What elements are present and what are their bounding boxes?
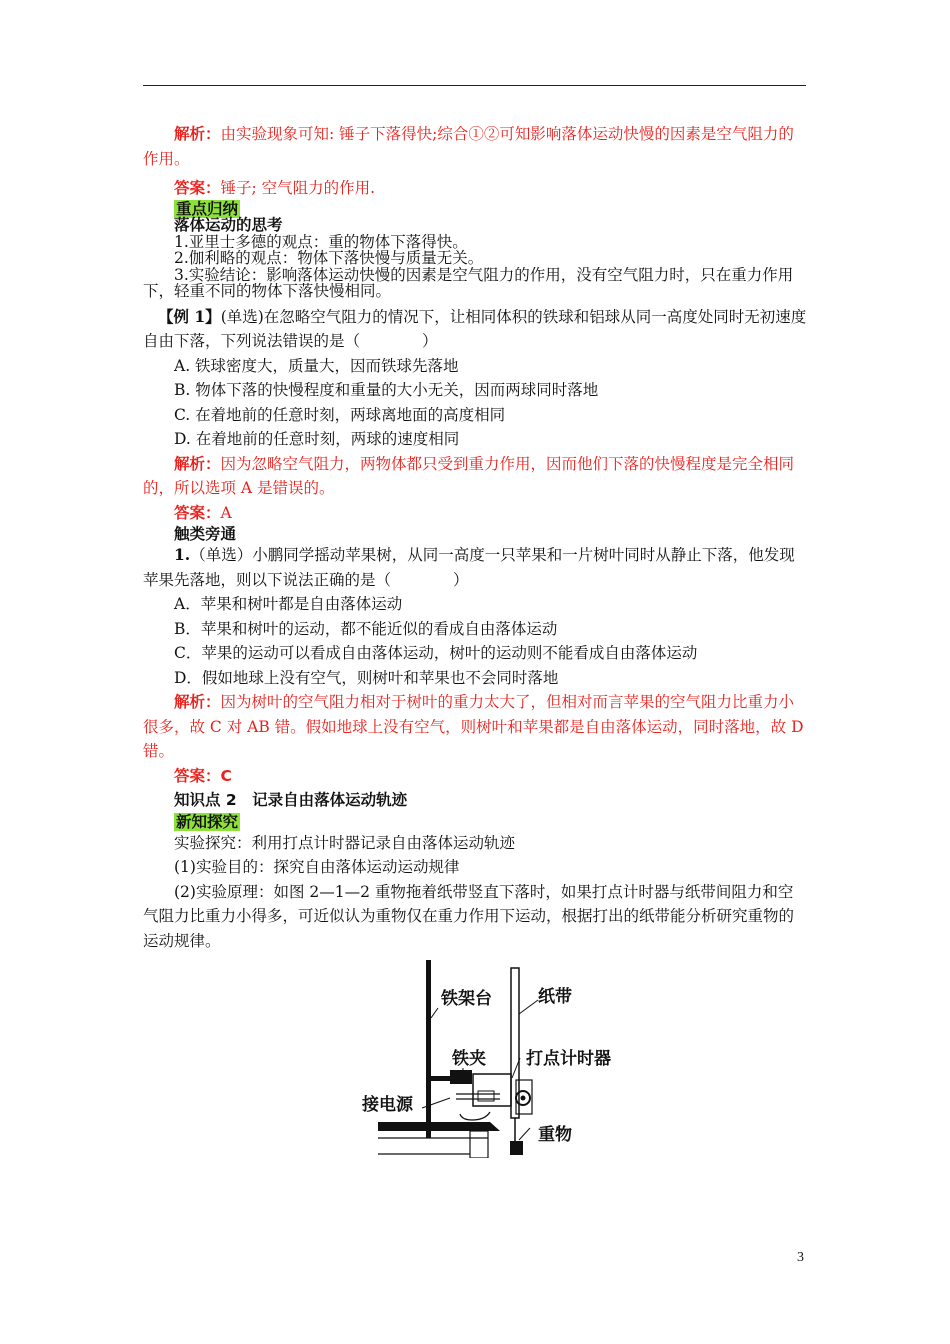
example-1-option-c: C. 在着地前的任意时刻，两球离地面的高度相同 [174, 405, 506, 424]
stand-pole [426, 960, 431, 1138]
example-1-analysis [143, 452, 807, 501]
analysis-1-label: 解析： [174, 125, 221, 143]
example-1-stem-text: (单选)在忽略空气阻力的情况下，让相同体积的铁球和铝球从同一高度处同时无初速度自由下落，下列说法错误的是（ ） [143, 307, 807, 350]
practice-answer [143, 764, 807, 789]
knowledge-2-principle: (2)实验原理：如图 2—1—2 重物拖着纸带竖直下落时，如果打点计时器与纸带间阻力和空气阻力比重力小得多，可近似认为重物仅在重力作用下运动，根据打出的纸带能分析研究重物的运动规律。 [143, 882, 795, 950]
practice-answer-label: 答案： [174, 766, 221, 785]
label-stand: 铁架台 [441, 989, 492, 1009]
weight-block [510, 1141, 523, 1155]
example-1-label: 【例 1】 [158, 306, 221, 326]
analysis-1-text: 由实验现象可知: 锤子下落得快;综合①②可知影响落体运动快慢的因素是空气阻力的作用。 [143, 125, 794, 168]
example-1-answer-text: A [220, 503, 232, 522]
label-power: 接电源 [362, 1095, 413, 1115]
summary-item-2: 2.伽利略的观点：物体下落快慢与质量无关。 [174, 249, 484, 267]
example-1-answer-label: 答案： [174, 503, 221, 522]
summary-heading: 重点归纳 [176, 199, 239, 218]
example-1-option-d: D. 在着地前的任意时刻，两球的速度相同 [174, 430, 460, 448]
practice-stem-text: （单选）小鹏同学摇动苹果树，从同一高度一只苹果和一片树叶同时从静止下落，他发现苹果先落地，则以下说法正确的是（ ） [143, 546, 795, 589]
label-timer: 打点计时器 [526, 1049, 611, 1069]
example-1-analysis-label: 解析： [174, 454, 221, 473]
example-1-option-a: A. 铁球密度大，质量大，因而铁球先落地 [174, 356, 459, 375]
knowledge-2-heading: 新知探究 [176, 812, 239, 831]
knowledge-2-intro: 实验探究：利用打点计时器记录自由落体运动轨迹 [174, 833, 516, 852]
practice-option-a: A．苹果和树叶都是自由落体运动 [174, 595, 403, 613]
label-weight: 重物 [538, 1125, 572, 1145]
page-content [143, 122, 807, 953]
answer-1-text: 锤子; 空气阻力的作用. [220, 179, 376, 197]
knowledge-2-purpose: (1)实验目的：探究自由落体运动运动规律 [174, 858, 460, 876]
answer-1 [143, 176, 807, 201]
example-1-stem [143, 305, 807, 354]
label-tape: 纸带 [538, 987, 572, 1007]
header-rule [143, 85, 806, 86]
summary-item-3: 3.实验结论：影响落体运动快慢的因素是空气阻力的作用，没有空气阻力时，只在重力作用下，轻重不同的物体下落快慢相同。 [143, 265, 794, 300]
paper-tape [511, 968, 519, 1118]
stand-base [378, 1122, 500, 1131]
summary-title: 落体运动的思考 [174, 216, 283, 234]
knowledge-2-title: 知识点 2 记录自由落体运动轨迹 [174, 791, 408, 809]
page-number: 3 [797, 1250, 804, 1265]
practice-stem [143, 543, 807, 592]
summary-item-1: 1.亚里士多德的观点：重的物体下落得快。 [174, 232, 468, 251]
practice-option-c: C．苹果的运动可以看成自由落体运动，树叶的运动则不能看成自由落体运动 [174, 644, 698, 662]
practice-number: 1. [174, 545, 191, 564]
practice-analysis [143, 690, 807, 764]
example-1-answer [143, 501, 807, 526]
practice-heading: 触类旁通 [174, 525, 237, 543]
analysis-1 [143, 122, 807, 171]
practice-option-d: D．假如地球上没有空气，则树叶和苹果也不会同时落地 [174, 668, 559, 687]
practice-option-b: B．苹果和树叶的运动，都不能近似的看成自由落体运动 [174, 619, 558, 638]
experiment-apparatus-figure [350, 958, 620, 1158]
example-1-analysis-text: 因为忽略空气阻力，两物体都只受到重力作用，因而他们下落的快慢程度是完全相同的，所以选项 A 是错误的。 [143, 454, 795, 497]
clamp-block [450, 1070, 472, 1084]
practice-analysis-text: 因为树叶的空气阻力相对于树叶的重力太大了，但相对而言苹果的空气阻力比重力小很多，故 C 对 AB 错。假如地球上没有空气，则树叶和苹果都是自由落体运动，同时落地，故 D 错。 [143, 693, 804, 760]
answer-1-label: 答案： [174, 179, 221, 197]
example-1-option-b: B. 物体下落的快慢程度和重量的大小无关，因而两球同时落地 [174, 381, 599, 399]
label-clamp: 铁夹 [452, 1049, 486, 1069]
practice-answer-text: C [220, 766, 232, 785]
practice-analysis-label: 解析： [174, 693, 221, 711]
